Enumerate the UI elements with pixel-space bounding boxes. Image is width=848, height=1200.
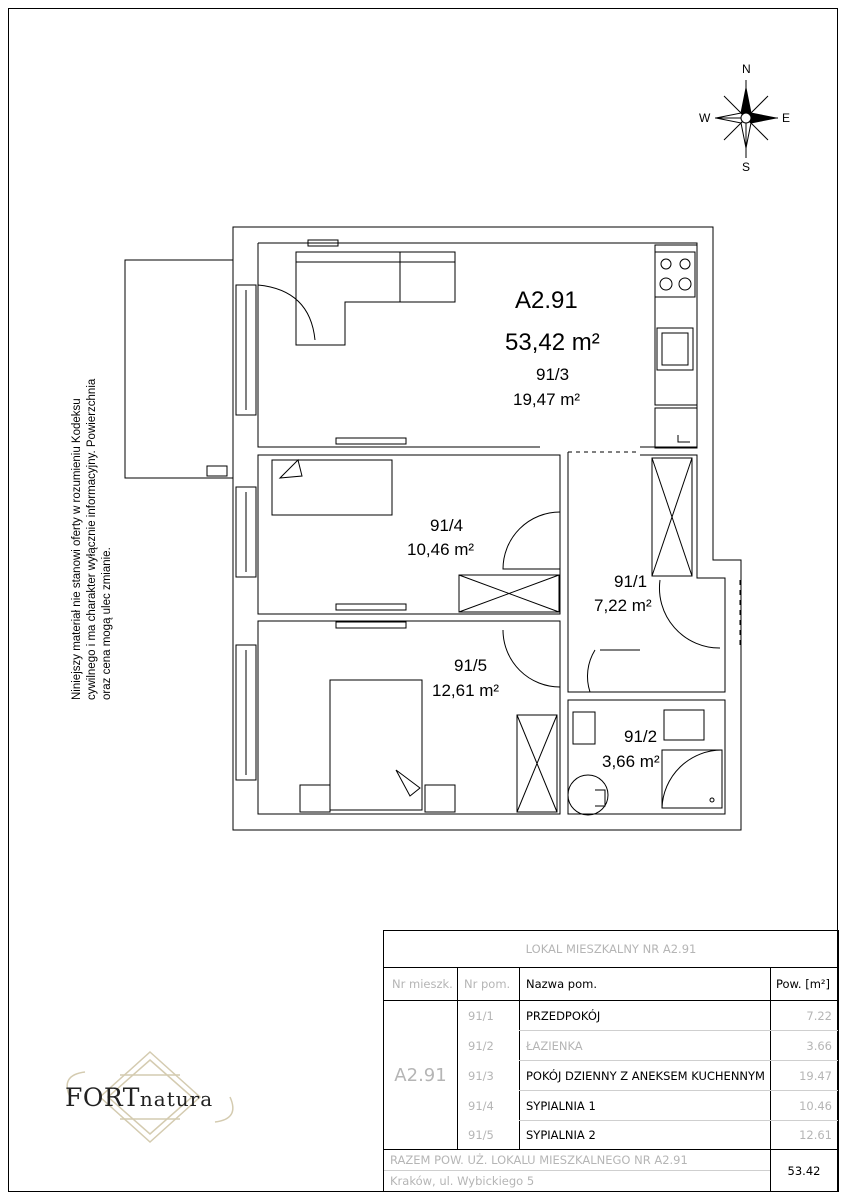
header-unit: Nr mieszk. — [392, 977, 453, 991]
notice-line-2: cywilnego i ma charakter wyłącznie informacyjny. Powierzchnia — [86, 378, 98, 700]
balcony-outline — [125, 260, 233, 478]
unit-number-cell: A2.91 — [394, 1064, 447, 1086]
table-title: LOKAL MIESZKALNY NR A2.91 — [525, 942, 697, 956]
legal-notice — [70, 280, 115, 700]
room-913-id: 91/3 — [536, 365, 570, 384]
compass-north-label: N — [742, 62, 751, 76]
logo-fort: FORT — [65, 1083, 140, 1112]
table-row-5-no: 91/5 — [468, 1128, 494, 1142]
room-915-area: 12,61 m² — [432, 681, 500, 700]
table-row-2-no: 91/2 — [468, 1038, 494, 1053]
room-913-area: 19,47 m² — [513, 390, 581, 409]
table-row-5-area: 12.61 — [799, 1128, 832, 1142]
table-row-1-no: 91/1 — [468, 1008, 494, 1023]
room-912-id: 91/2 — [624, 727, 658, 746]
balcony-drain — [207, 466, 227, 476]
room-914-id: 91/4 — [430, 516, 464, 535]
table-row-2-name: ŁAZIENKA — [526, 1038, 583, 1053]
table-address: Kraków, ul. Wybickiego 5 — [390, 1174, 535, 1188]
table-total-value: 53.42 — [787, 1163, 821, 1178]
table-row-4-area: 10.46 — [799, 1098, 832, 1113]
compass-east-label: E — [782, 111, 791, 125]
compass-south-label: S — [742, 160, 751, 174]
table-row-2-area: 3.66 — [806, 1038, 832, 1053]
table-row-3-area: 19.47 — [799, 1068, 832, 1083]
room-911-area: 7,22 m² — [594, 596, 652, 615]
room-914-area: 10,46 m² — [407, 540, 475, 559]
unit-id-label: A2.91 — [515, 287, 578, 314]
table-total-label: RAZEM POW. UŻ. LOKALU MIESZKALNEGO NR A2.91 — [390, 1153, 688, 1167]
header-room-name: Nazwa pom. — [526, 977, 597, 991]
company-logo — [65, 1083, 213, 1112]
table-row-4-name: SYPIALNIA 1 — [526, 1098, 596, 1113]
header-area: Pow. [m²] — [776, 977, 831, 991]
table-row-4-no: 91/4 — [468, 1098, 494, 1113]
room-912-area: 3,66 m² — [602, 752, 660, 771]
header-room-no: Nr pom. — [464, 977, 511, 991]
table-row-3-no: 91/3 — [468, 1068, 494, 1083]
compass-rose — [715, 80, 778, 158]
table-row-3-name: POKÓJ DZIENNY Z ANEKSEM KUCHENNYM — [526, 1068, 765, 1083]
room-911-id: 91/1 — [614, 572, 648, 591]
table-row-1-area: 7.22 — [806, 1008, 832, 1023]
logo-natura: natura — [139, 1087, 214, 1111]
table-row-5-name: SYPIALNIA 2 — [526, 1128, 596, 1142]
notice-line-1: Niniejszy materiał nie stanowi oferty w rozumieniu Kodeksu — [71, 398, 83, 700]
compass-west-label: W — [699, 111, 711, 125]
room-915-id: 91/5 — [454, 656, 488, 675]
unit-area-label: 53,42 m² — [505, 329, 600, 356]
notice-line-3: oraz cena mogą ulec zmianie. — [101, 547, 113, 700]
room-area-table — [383, 930, 839, 1192]
table-row-1-name: PRZEDPOKÓJ — [526, 1008, 601, 1023]
